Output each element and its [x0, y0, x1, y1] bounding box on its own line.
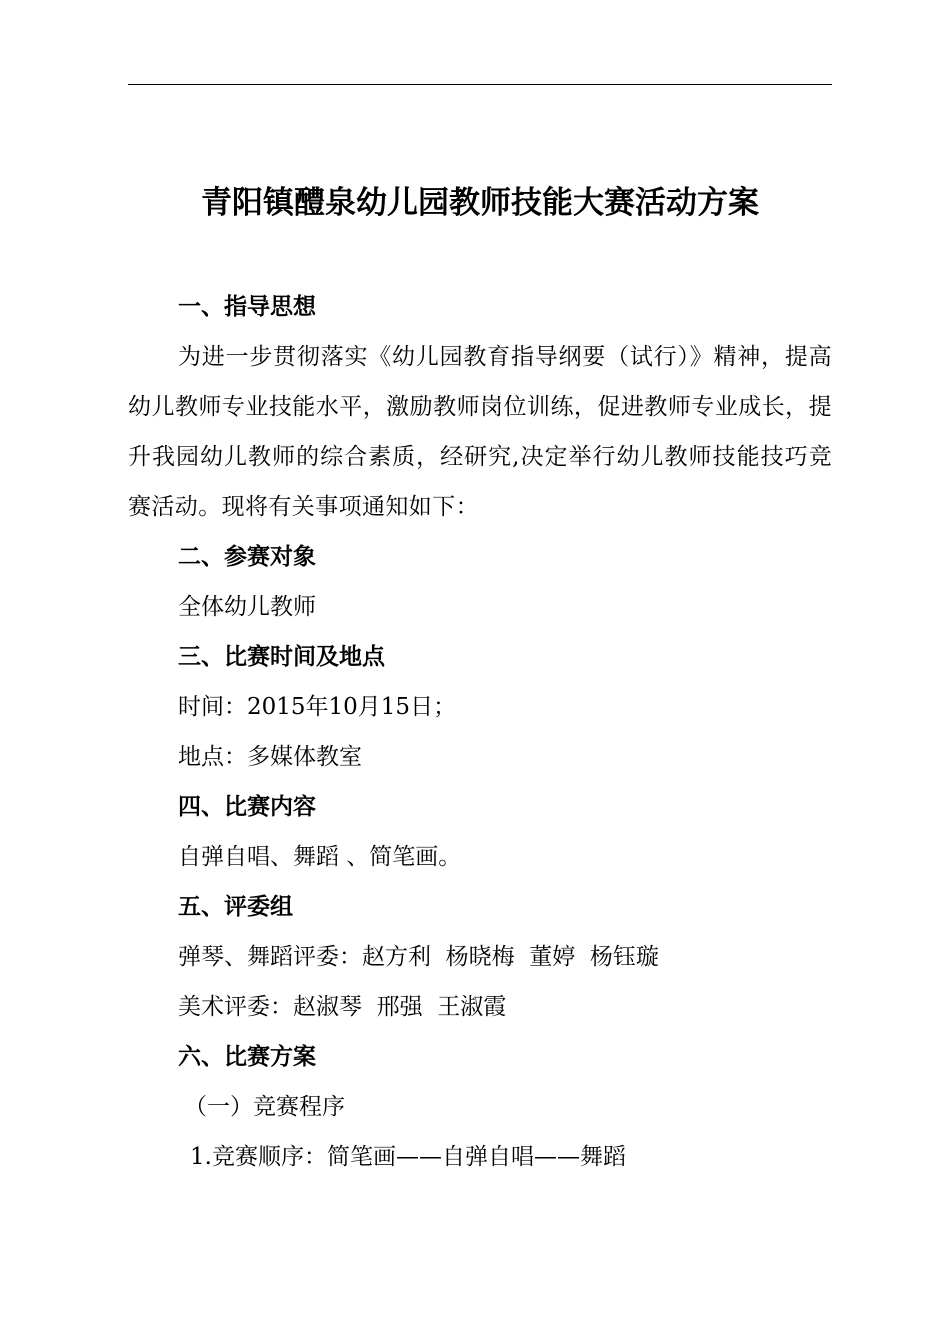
judges-art: 美术评委：赵淑琴 邢强 王淑霞 [178, 994, 507, 1020]
judges-music-dance: 弹琴、舞蹈评委：赵方利 杨晓梅 董婷 杨钰璇 [178, 944, 659, 970]
header-rule [128, 84, 832, 85]
paragraph-guiding-thought: 为进一步贯彻落实《幼儿园教育指导纲要（试行）》精神，提高幼儿教师专业技能水平，激励教师岗位训练，促进教师专业成长，提升我园幼儿教师的综合素质，经研究,决定举行幼儿教师技能技巧竞赛活动。现将有关事项通知如下： [128, 344, 832, 520]
section-heading-time-place: 三、比赛时间及地点 [178, 644, 385, 670]
section-heading-participants: 二、参赛对象 [178, 544, 316, 570]
plan-subheading-procedure: （一）竞赛程序 [184, 1094, 345, 1120]
section-heading-judges: 五、评委组 [178, 894, 293, 920]
section-heading-guiding-thought: 一、指导思想 [178, 294, 316, 320]
participants-text: 全体幼儿教师 [178, 594, 316, 620]
competition-time: 时间：2015年10月15日； [178, 694, 457, 720]
section-heading-content: 四、比赛内容 [178, 794, 316, 820]
competition-place: 地点：多媒体教室 [178, 744, 362, 770]
document-body [128, 282, 832, 1182]
section-heading-plan: 六、比赛方案 [178, 1044, 316, 1070]
plan-item-order: 1.竞赛顺序：简笔画——自弹自唱——舞蹈 [190, 1144, 626, 1170]
document-title: 青阳镇醴泉幼儿园教师技能大赛活动方案 [201, 185, 759, 221]
competition-content: 自弹自唱、舞蹈 、简笔画。 [178, 844, 462, 870]
